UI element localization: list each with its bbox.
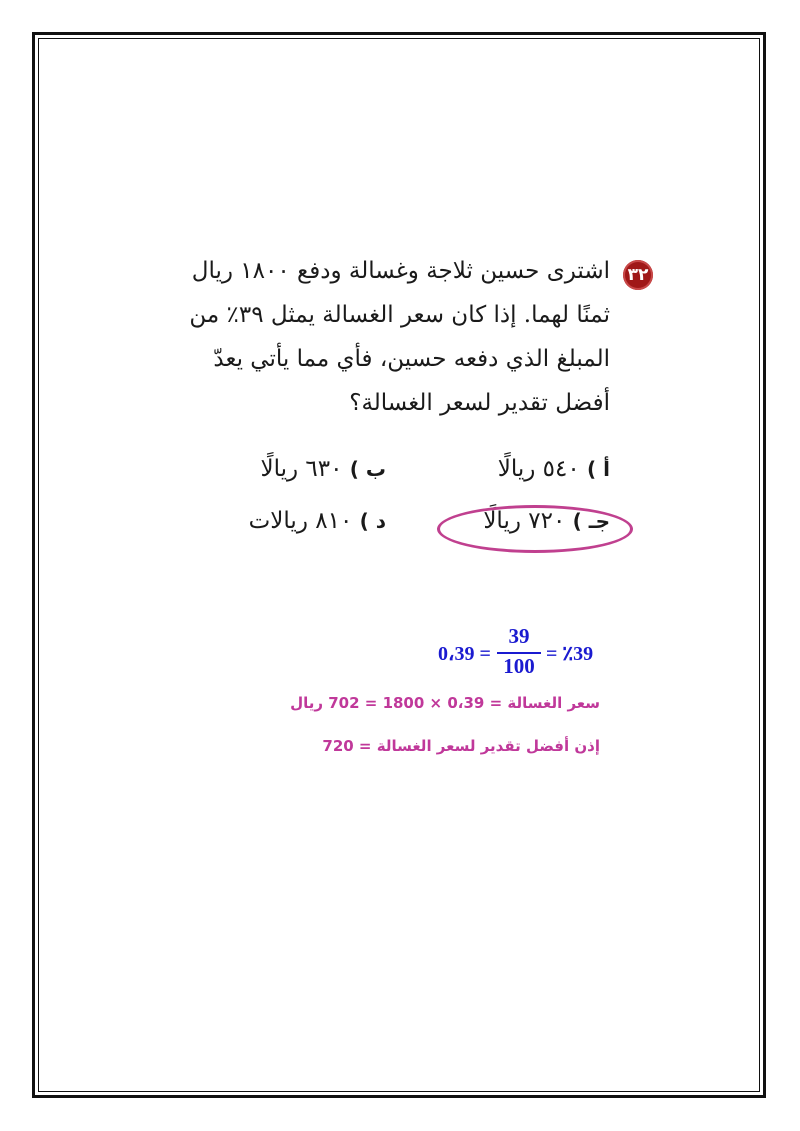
solution-percent: = ٪39 — [546, 643, 594, 665]
answer-circle-highlight — [437, 505, 633, 553]
option-c-text: ٧٢٠ ريالًا — [483, 508, 566, 534]
option-b-letter: ب ) — [349, 457, 386, 481]
option-d-letter: د ) — [359, 509, 386, 533]
option-b[interactable] — [260, 456, 386, 482]
solution-line-2: سعر الغسالة = 0،39 × 1800 = 702 ريال — [290, 694, 600, 712]
solution-decimal: 0،39 = — [438, 643, 491, 665]
page-border-inner — [38, 38, 760, 1092]
option-b-text: ٦٣٠ ريالًا — [260, 456, 343, 482]
question-line-1: اشترى حسين ثلاجة وغسالة ودفع ١٨٠٠ ريال — [191, 258, 610, 284]
option-c-letter: جـ ) — [572, 509, 610, 533]
question-line-2: ثمنًا لهما. إذا كان سعر الغسالة يمثل ٣٩٪ من — [189, 302, 610, 328]
question-line-4: أفضل تقدير لسعر الغسالة؟ — [349, 390, 610, 416]
question-line-3: المبلغ الذي دفعه حسين، فأي مما يأتي يعدّ — [213, 346, 610, 372]
option-a[interactable] — [498, 456, 610, 482]
fraction-denominator: 100 — [503, 654, 535, 678]
solution-line-3: إذن أفضل تقدير لسعر الغسالة = 720 — [322, 737, 600, 755]
fraction-numerator: 39 — [508, 624, 530, 648]
option-a-text: ٥٤٠ ريالًا — [497, 456, 580, 482]
option-d[interactable] — [249, 508, 386, 534]
question-number-badge: ٣٢ — [623, 260, 653, 290]
option-d-text: ٨١٠ ريالات — [248, 508, 353, 534]
option-a-letter: أ ) — [587, 457, 610, 481]
